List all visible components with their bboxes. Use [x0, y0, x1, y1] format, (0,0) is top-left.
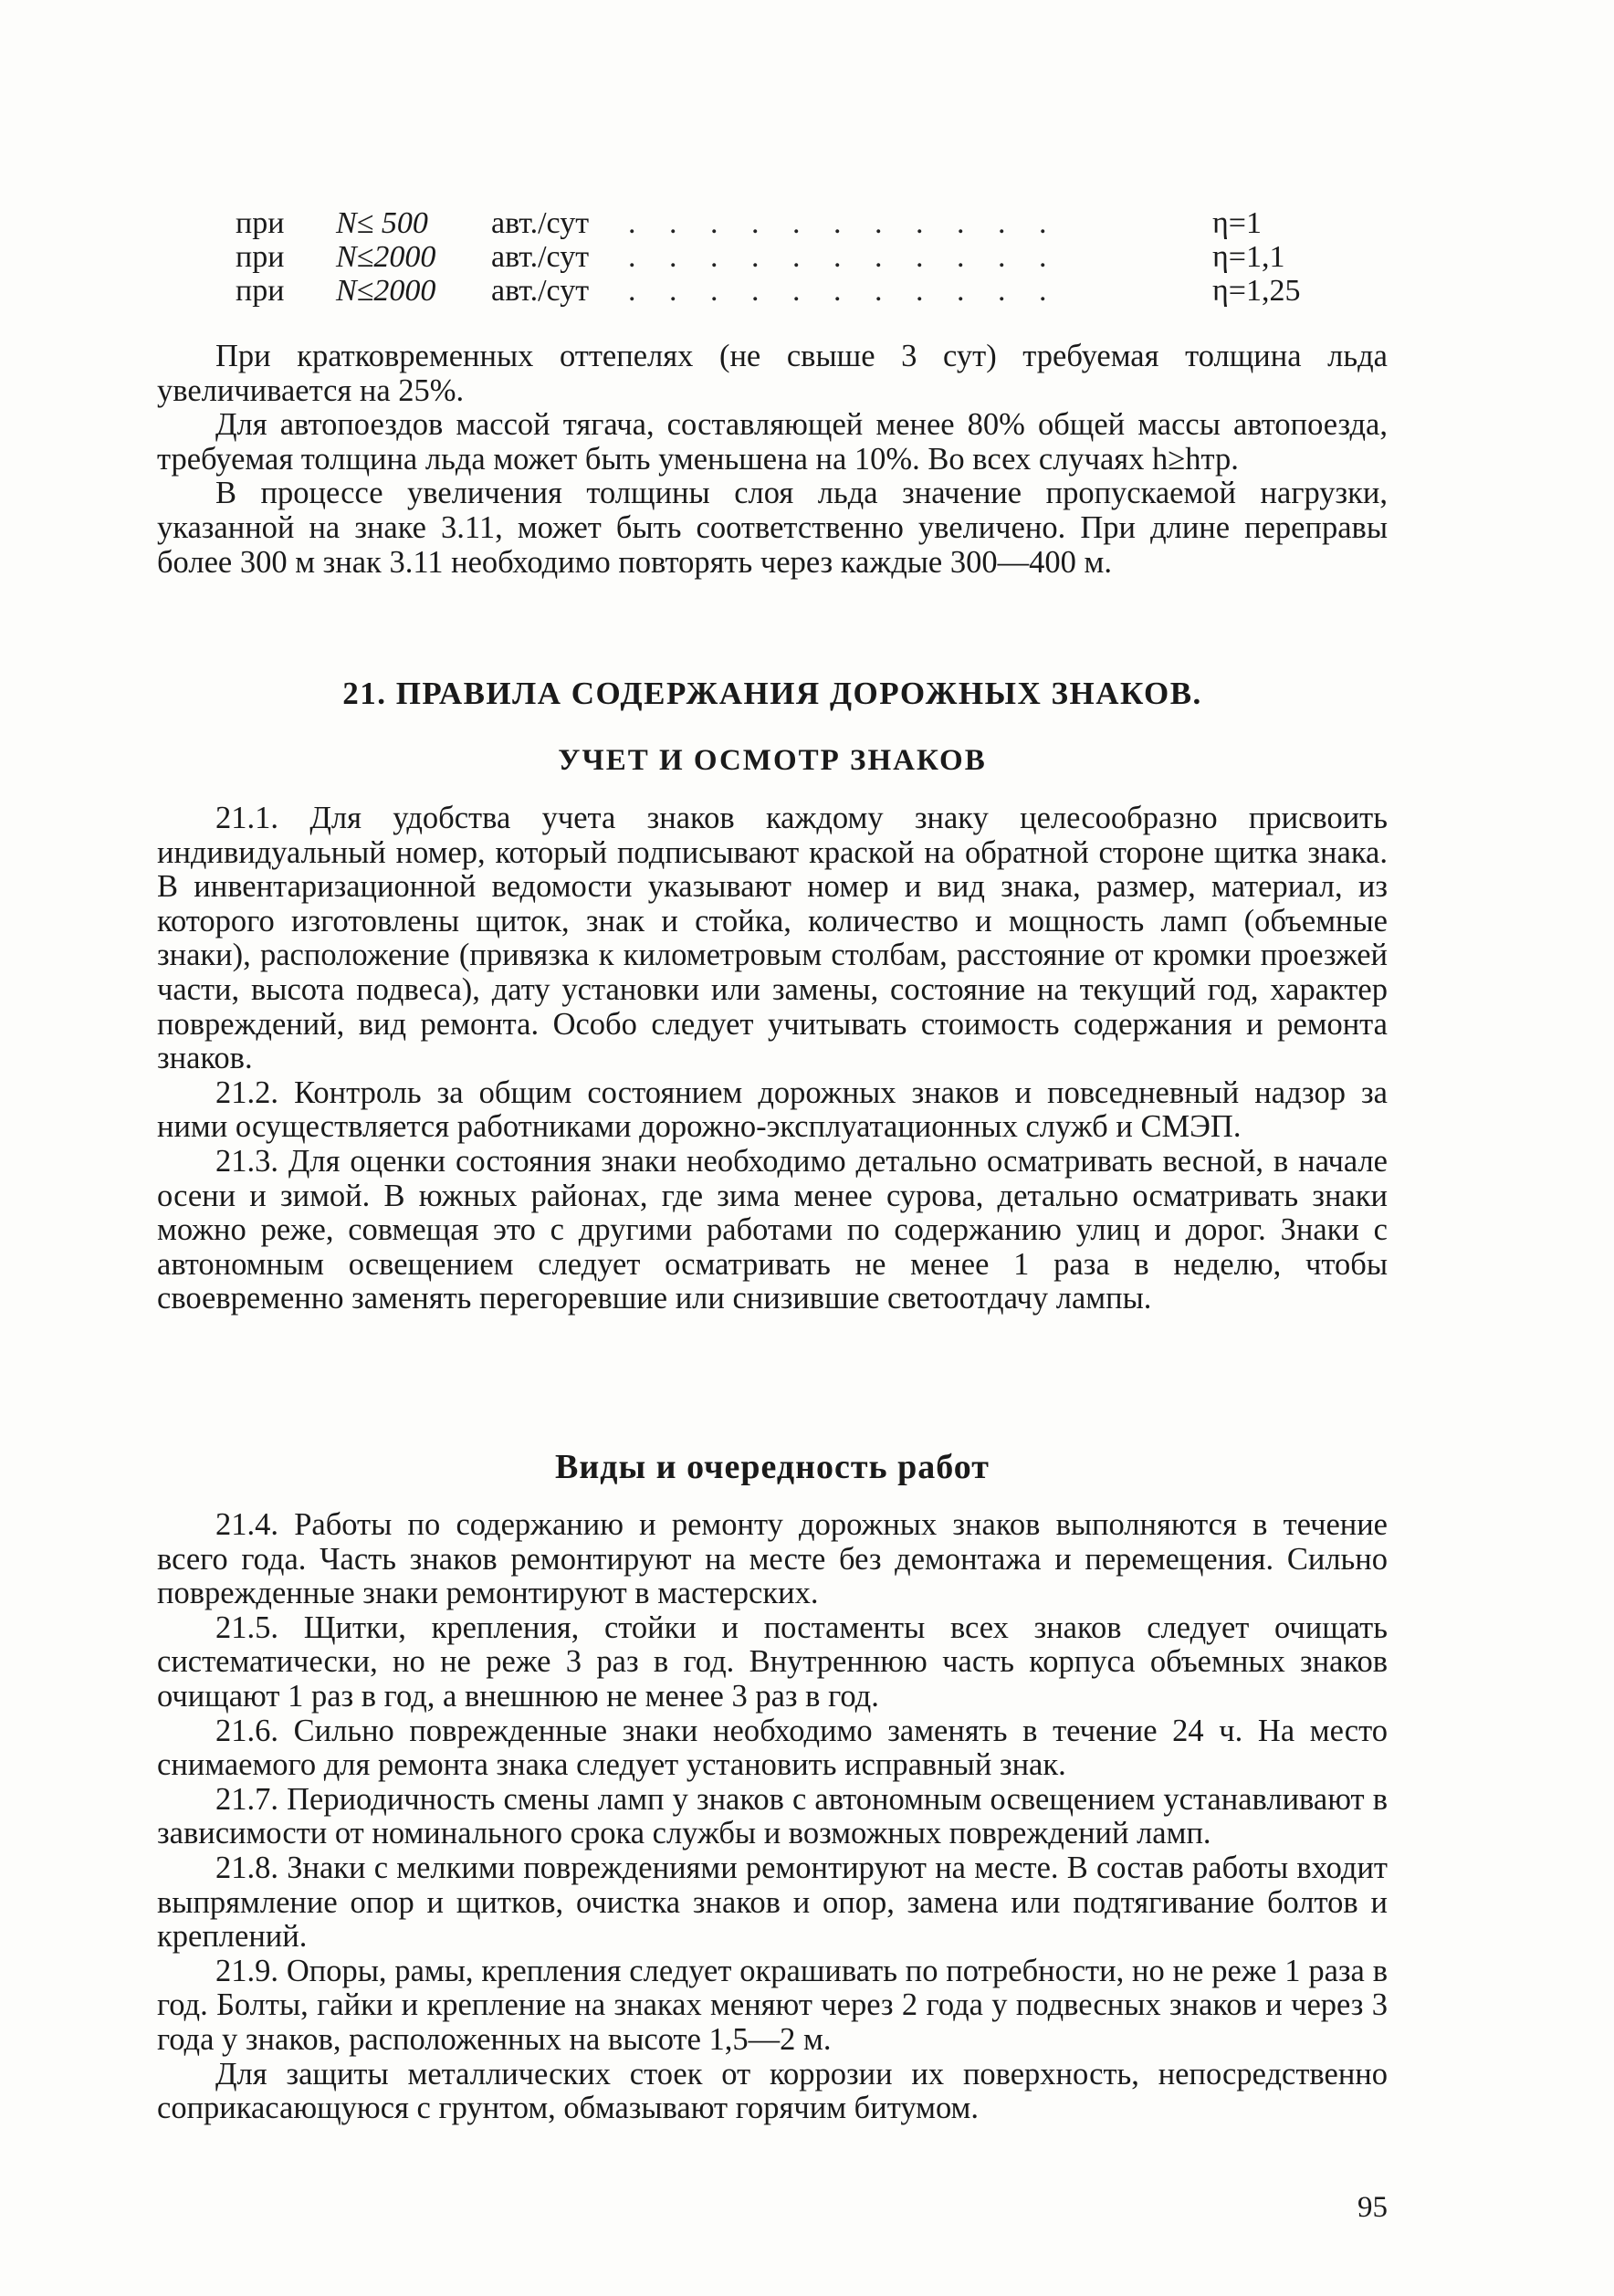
formula-dots: . . . . . . . . . . .: [628, 274, 1060, 308]
works-paragraph: 21.8. Знаки с мелкими повреждениями ремонтируют на месте. В состав работы входит выпрямление опор и щитков, очистка знаков и опор, замена или подтягивание болтов и креплений.: [157, 1850, 1388, 1955]
formula-condition: при: [236, 274, 285, 308]
formula-condition: при: [236, 240, 285, 274]
works-title: Виды и очередность работ: [555, 1448, 990, 1486]
section-paragraph: 21.3. Для оценки состояния знаки необходимо детально осматривать весной, в начале осени и зимой. В южных районах, где зима менее сурова, детально осматривать знаки можно реже, совмещая это с другими работами по содержанию улиц и дорог. Знаки с автономным освещением следует осматривать не менее 1 раза в неделю, чтобы своевременно заменять перегоревшие или снизившие светоотдачу лампы.: [157, 1143, 1388, 1316]
formula-value: N≤2000: [336, 240, 436, 274]
formula-unit: авт./сут: [491, 274, 590, 308]
section-paragraph: 21.2. Контроль за общим состоянием дорожных знаков и повседневный надзор за ними осуществляется работниками дорожно-эксплуатационных служб и СМЭП.: [157, 1075, 1388, 1145]
formula-table: [236, 206, 1322, 308]
works-paragraph: 21.5. Щитки, крепления, стойки и постаменты всех знаков следует очищать систематически, но не реже 3 раз в год. Внутреннюю часть корпуса объемных знаков очищают 1 раз в год, а внешнюю не менее 3 раз в год.: [157, 1609, 1388, 1714]
formula-row: [236, 206, 1322, 240]
formula-result: η=1,25: [1212, 274, 1301, 308]
formula-result: η=1,1: [1212, 240, 1285, 274]
formula-dots: . . . . . . . . . . .: [628, 206, 1060, 240]
section-body: [157, 802, 1388, 1316]
formula-dots: . . . . . . . . . . .: [628, 240, 1060, 274]
formula-value: N≤ 500: [336, 206, 428, 240]
works-body: [157, 1508, 1388, 2126]
section-paragraph: 21.1. Для удобства учета знаков каждому знаку целесообразно присвоить индивидуальный номер, который подписывают краской на обратной стороне щитка знака. В инвентаризационной ведомости указывают номер и вид знака, размер, материал, из которого изготовлены щиток, знак и стойка, количество и мощность ламп (объемные знаки), расположение (привязка к километровым столбам, расстояние от кромки проезжей части, высота подвеса), дату установки или замены, состояние на текущий год, характер повреждений, вид ремонта. Особо следует учитывать стоимость содержания и ремонта знаков.: [157, 801, 1388, 1076]
formula-unit: авт./сут: [491, 240, 590, 274]
works-paragraph: 21.9. Опоры, рамы, крепления следует окрашивать по потребности, но не реже 1 раза в год. Болты, гайки и крепление на знаках меняют через 2 года у подвесных знаков и через 3 года у знаков, расположенных на высоте 1,5—2 м.: [157, 1953, 1388, 2057]
intro-block: [157, 340, 1388, 580]
intro-paragraph: В процессе увеличения толщины слоя льда значение пропускаемой нагрузки, указанной на знаке 3.11, может быть соответственно увеличено. При длине переправы более 300 м знак 3.11 необходимо повторять через каждые 300—400 м.: [157, 476, 1388, 580]
subsection-title: УЧЕТ И ОСМОТР ЗНАКОВ: [558, 744, 987, 777]
works-paragraph: 21.7. Периодичность смены ламп у знаков с автономным освещением устанавливают в зависимости от номинального срока службы и возможных повреждений ламп.: [157, 1781, 1388, 1851]
works-paragraph: 21.6. Сильно поврежденные знаки необходимо заменять в течение 24 ч. На место снимаемого для ремонта знака следует установить исправный знак.: [157, 1713, 1388, 1783]
formula-row: [236, 274, 1322, 308]
works-paragraph: Для защиты металлических стоек от коррозии их поверхность, непосредственно соприкасающуюся с грунтом, обмазывают горячим битумом.: [157, 2056, 1388, 2126]
formula-unit: авт./сут: [491, 206, 590, 240]
formula-condition: при: [236, 206, 285, 240]
section-title: 21. ПРАВИЛА СОДЕРЖАНИЯ ДОРОЖНЫХ ЗНАКОВ.: [342, 676, 1202, 711]
formula-result: η=1: [1212, 206, 1262, 240]
intro-paragraph: При кратковременных оттепелях (не свыше 3 сут) требуемая толщина льда увеличивается на 25%.: [157, 339, 1388, 408]
intro-paragraph: Для автопоездов массой тягача, составляющей менее 80% общей массы автопоезда, требуемая толщина льда может быть уменьшена на 10%. Во всех случаях h≥hтр.: [157, 407, 1388, 477]
formula-row: [236, 240, 1322, 274]
page-number: 95: [1357, 2191, 1388, 2224]
works-paragraph: 21.4. Работы по содержанию и ремонту дорожных знаков выполняются в течение всего года. Часть знаков ремонтируют на месте без демонтажа и перемещения. Сильно поврежденные знаки ремонтируют в мастерских.: [157, 1507, 1388, 1611]
formula-value: N≤2000: [336, 274, 436, 308]
